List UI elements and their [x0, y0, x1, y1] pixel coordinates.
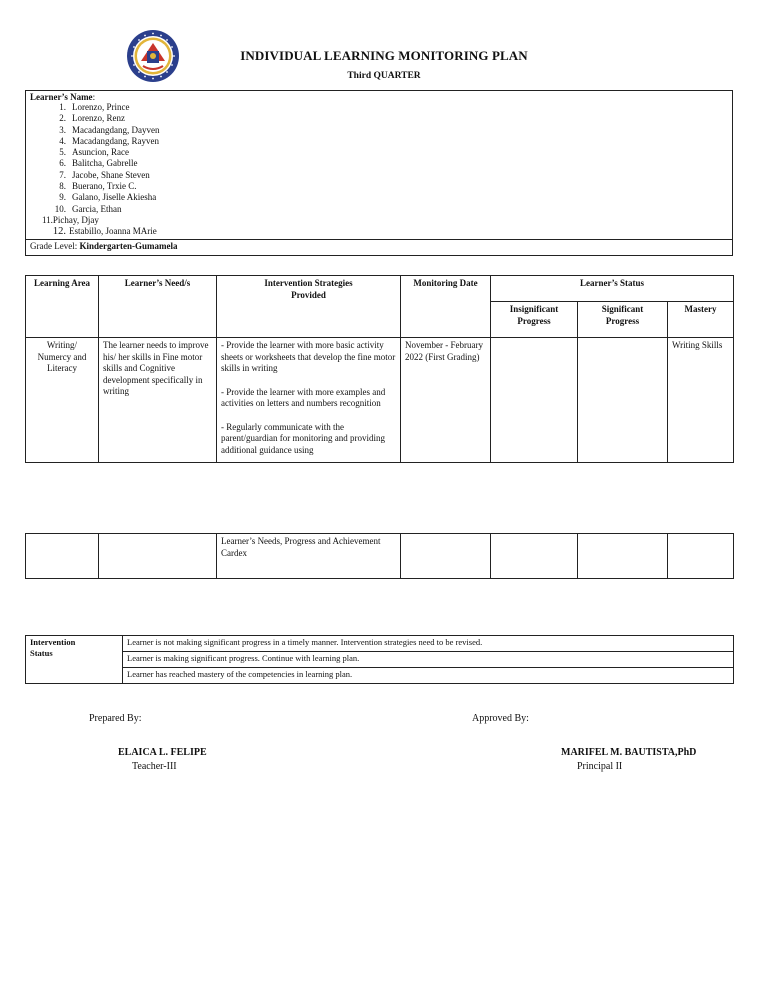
learner-item: 2. Lorenzo, Renz [59, 113, 125, 124]
status-row: Learner has reached mastery of the competencies in learning plan. [123, 668, 734, 684]
header-intervention-strategies: Intervention Strategies Provided [217, 276, 401, 338]
document-subtitle: Third QUARTER [347, 71, 421, 81]
learners-label: Learner’s Name: [30, 92, 96, 102]
cell-insignificant-progress [491, 338, 578, 463]
approver-name: MARIFEL M. BAUTISTA,PhD [561, 747, 697, 758]
learner-item: 3. Macadangdang, Dayven [59, 124, 160, 135]
preparer-name: ELAICA L. FELIPE [118, 747, 207, 758]
learner-item: 6. Balitcha, Gabrelle [59, 158, 138, 169]
cell-empty [99, 534, 217, 579]
cell-empty [668, 534, 734, 579]
cell-learner-needs: The learner needs to improve his/ her skills in Fine motor skills and Cognitive development specifically in writing [99, 338, 217, 463]
learner-item: 12. Estabillo, Joanna MArie [52, 226, 157, 238]
learner-item: 10. Garcia, Ethan [54, 203, 122, 214]
learners-section [25, 90, 733, 256]
learner-item: 7. Jacobe, Shane Steven [59, 169, 150, 180]
learner-item: 1. Lorenzo, Prince [59, 102, 130, 112]
learner-item: 4. Macadangdang, Rayven [59, 135, 159, 146]
approver-title: Principal II [577, 761, 623, 772]
cell-mastery: Writing Skills [668, 338, 734, 463]
header-significant-progress: Significant Progress [578, 302, 668, 338]
header-mastery: Mastery [668, 302, 734, 338]
cell-monitoring-date: November - February 2022 (First Grading) [401, 338, 491, 463]
cell-empty [26, 534, 99, 579]
grade-level-value: Kindergarten-Gumamela [79, 241, 178, 251]
learner-item: 5. Asuncion, Race [59, 147, 129, 158]
header-learning-area: Learning Area [26, 276, 99, 338]
header-insignificant-progress: Insignificant Progress [491, 302, 578, 338]
header-learner-status: Learner’s Status [491, 276, 734, 302]
header-learner-needs: Learner’s Need/s [99, 276, 217, 338]
prepared-by-label: Prepared By: [89, 713, 142, 724]
cell-learning-area: Writing/ Numercy and Literacy [26, 338, 99, 463]
learners-list [44, 102, 159, 238]
continuation-table [25, 533, 734, 579]
intervention-status-label: Intervention Status [26, 636, 123, 684]
cell-empty [491, 534, 578, 579]
strategy-item: - Provide the learner with more examples and activities on letters and numbers recognition [221, 386, 386, 408]
strategy-item: - Regularly communicate with the parent/guardian for monitoring and providing additional guidance using [221, 421, 385, 455]
learner-item: 8. Buerano, Trxie C. [59, 181, 137, 192]
monitoring-plan-table [25, 275, 734, 463]
status-row: Learner is not making significant progress in a timely manner. Intervention strategies need to be revised. [123, 636, 734, 652]
strategy-item: - Provide the learner with more basic activity sheets or worksheets that develop the fine motor skills in writing [221, 340, 396, 373]
cell-continued-strategy: Learner’s Needs, Progress and Achievement Cardex [217, 534, 401, 579]
learner-item: 11.Pichay, Djay [42, 214, 99, 225]
approved-by-label: Approved By: [472, 713, 529, 724]
status-row: Learner is making significant progress. Continue with learning plan. [123, 652, 734, 668]
grade-level: Grade Level: Kindergarten-Gumamela [26, 239, 732, 255]
learner-item: 9. Galano, Jiselle Akiesha [59, 192, 157, 203]
intervention-status-table [25, 635, 734, 684]
document-title: INDIVIDUAL LEARNING MONITORING PLAN [240, 48, 528, 63]
cell-empty [401, 534, 491, 579]
cell-significant-progress [578, 338, 668, 463]
cell-intervention-strategies [217, 338, 401, 463]
header-monitoring-date: Monitoring Date [401, 276, 491, 338]
cell-empty [578, 534, 668, 579]
preparer-title: Teacher-III [132, 761, 177, 772]
